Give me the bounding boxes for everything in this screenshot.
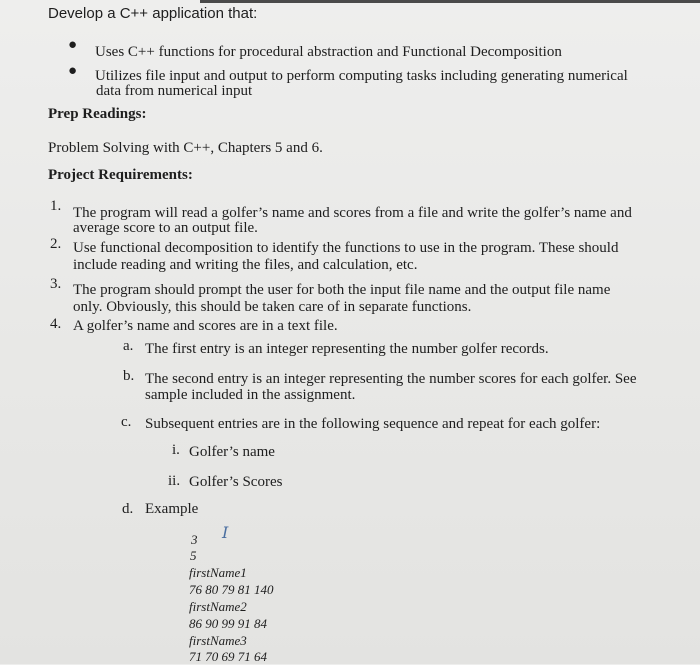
req-1-line-1: The program will read a golfer’s name and scores from a file and write the golfer’s name and bbox=[73, 205, 632, 221]
bullet-dot-2: ● bbox=[68, 63, 78, 79]
roman-ii-number: ii. bbox=[168, 473, 181, 489]
sub-a-line-1: The first entry is an integer representing the number golfer records. bbox=[145, 341, 549, 357]
example-line-5: firstName2 bbox=[189, 599, 247, 614]
prep-heading: Prep Readings: bbox=[48, 106, 147, 122]
example-line-8: 71 70 69 71 64 bbox=[189, 649, 267, 664]
bullet-2-line-1: Utilizes file input and output to perform computing tasks including generating numerical bbox=[95, 68, 628, 84]
sub-b-line-2: sample included in the assignment. bbox=[145, 387, 356, 403]
example-line-3: firstName1 bbox=[189, 565, 247, 580]
example-line-2: 5 bbox=[190, 548, 197, 563]
req-1-line-2: average score to an output file. bbox=[73, 220, 258, 236]
top-edge-bar bbox=[200, 0, 700, 3]
req-1-number: 1. bbox=[50, 198, 62, 214]
roman-ii-text: Golfer’s Scores bbox=[189, 474, 283, 490]
text-cursor-icon: I bbox=[222, 523, 229, 542]
requirements-heading: Project Requirements: bbox=[48, 167, 193, 183]
example-line-7: firstName3 bbox=[189, 633, 247, 648]
sub-b-letter: b. bbox=[123, 368, 135, 384]
sub-a-letter: a. bbox=[123, 338, 134, 354]
roman-i-number: i. bbox=[172, 442, 180, 458]
example-line-1: 3 bbox=[191, 532, 198, 547]
sub-b-line-1: The second entry is an integer representing the number scores for each golfer. See bbox=[145, 371, 637, 387]
req-2-number: 2. bbox=[50, 236, 62, 252]
sub-d-letter: d. bbox=[122, 501, 134, 517]
prep-text: Problem Solving with C++, Chapters 5 and 6. bbox=[48, 140, 323, 156]
req-4-line-1: A golfer’s name and scores are in a text file. bbox=[73, 318, 338, 334]
roman-i-text: Golfer’s name bbox=[189, 444, 275, 460]
req-4-number: 4. bbox=[50, 316, 62, 332]
bullet-1: Uses C++ functions for procedural abstraction and Functional Decomposition bbox=[95, 44, 562, 60]
bullet-2-line-2: data from numerical input bbox=[96, 83, 253, 99]
sub-c-letter: c. bbox=[121, 414, 132, 430]
example-line-4: 76 80 79 81 140 bbox=[189, 582, 274, 597]
req-2-line-1: Use functional decomposition to identify the functions to use in the program. These should bbox=[73, 240, 619, 256]
req-3-line-2: only. Obviously, this should be taken care of in separate functions. bbox=[73, 299, 472, 315]
example-line-6: 86 90 99 91 84 bbox=[189, 616, 267, 631]
intro-text: Develop a C++ application that: bbox=[48, 5, 258, 22]
sub-c-line-1: Subsequent entries are in the following sequence and repeat for each golfer: bbox=[145, 416, 601, 432]
sub-d-text: Example bbox=[145, 501, 199, 517]
req-2-line-2: include reading and writing the files, and calculation, etc. bbox=[73, 257, 418, 273]
bullet-dot-1: ● bbox=[68, 37, 78, 53]
req-3-number: 3. bbox=[50, 276, 62, 292]
req-3-line-1: The program should prompt the user for both the input file name and the output file name bbox=[73, 282, 611, 298]
